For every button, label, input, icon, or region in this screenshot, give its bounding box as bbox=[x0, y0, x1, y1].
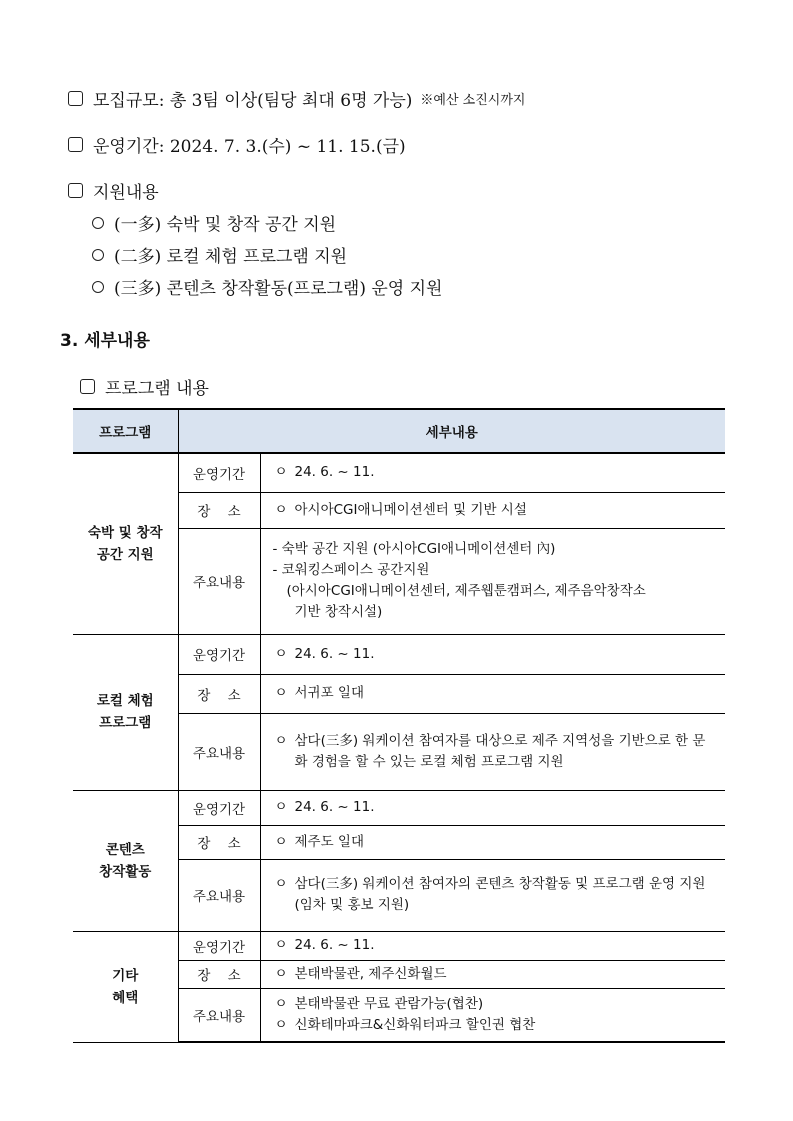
period-text: 24. 6. ~ 11. bbox=[294, 937, 375, 953]
label-content: 주요내용 bbox=[178, 528, 260, 634]
program-name: 기타 bbox=[112, 967, 139, 984]
value-place bbox=[260, 492, 725, 528]
support-item-2 bbox=[92, 242, 347, 267]
support-item-text: (三多) 콘텐츠 창작활동(프로그램) 운영 지원 bbox=[114, 279, 443, 299]
checkbox-square-icon bbox=[68, 183, 83, 198]
label-content: 주요내용 bbox=[178, 859, 260, 931]
table-row bbox=[73, 453, 725, 492]
label-place: 장 소 bbox=[178, 674, 260, 713]
program-name: 숙박 및 창작 bbox=[87, 524, 163, 541]
program-name-cell bbox=[73, 634, 178, 790]
label-period: 운영기간 bbox=[178, 453, 260, 492]
label-place: 장 소 bbox=[178, 960, 260, 988]
checkbox-square-icon bbox=[68, 137, 83, 152]
content-line: 신화테마파크&신화워터파크 할인권 협찬 bbox=[294, 1016, 536, 1033]
operation-period-text: 운영기간: 2024. 7. 3.(수) ~ 11. 15.(금) bbox=[93, 137, 406, 157]
section-title: 3. 세부내용 bbox=[60, 331, 150, 351]
bullet: ㅇ bbox=[274, 1016, 288, 1033]
content-line: 본태박물관 무료 관람가능(협찬) bbox=[294, 995, 484, 1012]
program-name-cell bbox=[73, 790, 178, 931]
program-name: 콘텐츠 bbox=[105, 841, 145, 858]
value-content bbox=[260, 859, 725, 931]
value-place bbox=[260, 825, 725, 859]
program-name: 공간 지원 bbox=[96, 546, 154, 563]
content-line: - 숙박 공간 지원 (아시아CGI애니메이션센터 內) bbox=[272, 541, 556, 557]
table-header-row bbox=[73, 409, 725, 453]
program-name: 창작활동 bbox=[99, 863, 152, 880]
program-table bbox=[73, 408, 725, 1043]
program-subtitle-line bbox=[80, 374, 209, 399]
bullet: ㅇ bbox=[274, 965, 288, 982]
content-line: 기반 창작시설) bbox=[294, 604, 383, 620]
bullet: ㅇ bbox=[274, 995, 288, 1012]
label-period: 운영기간 bbox=[178, 790, 260, 825]
place-text: 제주도 일대 bbox=[294, 833, 364, 850]
recruit-scale-line bbox=[68, 86, 525, 111]
label-period: 운영기간 bbox=[178, 931, 260, 960]
content-line: (아시아CGI애니메이션센터, 제주웹툰캠퍼스, 제주음악창작소 bbox=[286, 583, 646, 599]
table-row bbox=[73, 634, 725, 674]
support-item-text: (二多) 로컬 체험 프로그램 지원 bbox=[114, 247, 348, 267]
bullet: ㅇ bbox=[274, 685, 288, 701]
support-item-text: (一多) 숙박 및 창작 공간 지원 bbox=[114, 215, 337, 235]
program-name: 혜택 bbox=[112, 989, 139, 1006]
value-place bbox=[260, 960, 725, 988]
table-row bbox=[73, 931, 725, 960]
value-period bbox=[260, 931, 725, 960]
budget-note: ※예산 소진시까지 bbox=[420, 93, 526, 108]
header-program: 프로그램 bbox=[73, 409, 178, 453]
label-place: 장 소 bbox=[178, 825, 260, 859]
support-item-3 bbox=[92, 274, 442, 299]
recruit-scale-text: 모집규모: 총 3팀 이상(팀당 최대 6명 가능) bbox=[93, 91, 413, 111]
label-place: 장 소 bbox=[178, 492, 260, 528]
value-period bbox=[260, 790, 725, 825]
bullet: ㅇ bbox=[274, 732, 288, 749]
support-item-1 bbox=[92, 210, 336, 235]
label-content: 주요내용 bbox=[178, 713, 260, 790]
bullet: ㅇ bbox=[274, 937, 288, 953]
program-name-cell bbox=[73, 931, 178, 1042]
table-row bbox=[73, 790, 725, 825]
program-subtitle: 프로그램 내용 bbox=[105, 379, 209, 399]
program-name-cell bbox=[73, 453, 178, 634]
circle-bullet-icon bbox=[92, 281, 104, 293]
bullet: ㅇ bbox=[274, 833, 288, 850]
content-line: 삼다(三多) 워케이션 참여자를 대상으로 제주 지역성을 기반으로 한 문화 경험을 할 수 있는 로컬 체험 프로그램 지원 bbox=[294, 732, 706, 770]
bullet: ㅇ bbox=[274, 645, 288, 662]
support-content-text: 지원내용 bbox=[93, 183, 159, 203]
content-line: 삼다(三多) 워케이션 참여자의 콘텐츠 창작활동 및 프로그램 운영 지원(임차 및 홍보 지원) bbox=[294, 876, 706, 913]
checkbox-square-icon bbox=[68, 91, 83, 106]
period-text: 24. 6. ~ 11. bbox=[294, 645, 375, 662]
label-period: 운영기간 bbox=[178, 634, 260, 674]
content-line: - 코워킹스페이스 공간지원 bbox=[272, 562, 430, 578]
value-content bbox=[260, 528, 725, 634]
place-text: 본태박물관, 제주신화월드 bbox=[294, 965, 447, 982]
period-text: 24. 6. ~ 11. bbox=[294, 799, 375, 815]
operation-period-line bbox=[68, 132, 406, 157]
program-name: 로컬 체험 bbox=[96, 693, 154, 709]
checkbox-square-icon bbox=[80, 379, 95, 394]
place-text: 아시아CGI애니메이션센터 및 기반 시설 bbox=[294, 501, 527, 518]
label-content: 주요내용 bbox=[178, 988, 260, 1042]
bullet: ㅇ bbox=[274, 876, 288, 892]
value-content bbox=[260, 988, 725, 1042]
value-place bbox=[260, 674, 725, 713]
period-text: 24. 6. ~ 11. bbox=[294, 464, 375, 481]
circle-bullet-icon bbox=[92, 217, 104, 229]
place-text: 서귀포 일대 bbox=[294, 685, 364, 701]
circle-bullet-icon bbox=[92, 249, 104, 261]
value-content bbox=[260, 713, 725, 790]
bullet: ㅇ bbox=[274, 501, 288, 518]
bullet: ㅇ bbox=[274, 799, 288, 815]
value-period bbox=[260, 453, 725, 492]
value-period bbox=[260, 634, 725, 674]
program-name: 프로그램 bbox=[99, 715, 152, 731]
bullet: ㅇ bbox=[274, 464, 288, 481]
support-content-line bbox=[68, 178, 159, 203]
header-details: 세부내용 bbox=[178, 409, 725, 453]
